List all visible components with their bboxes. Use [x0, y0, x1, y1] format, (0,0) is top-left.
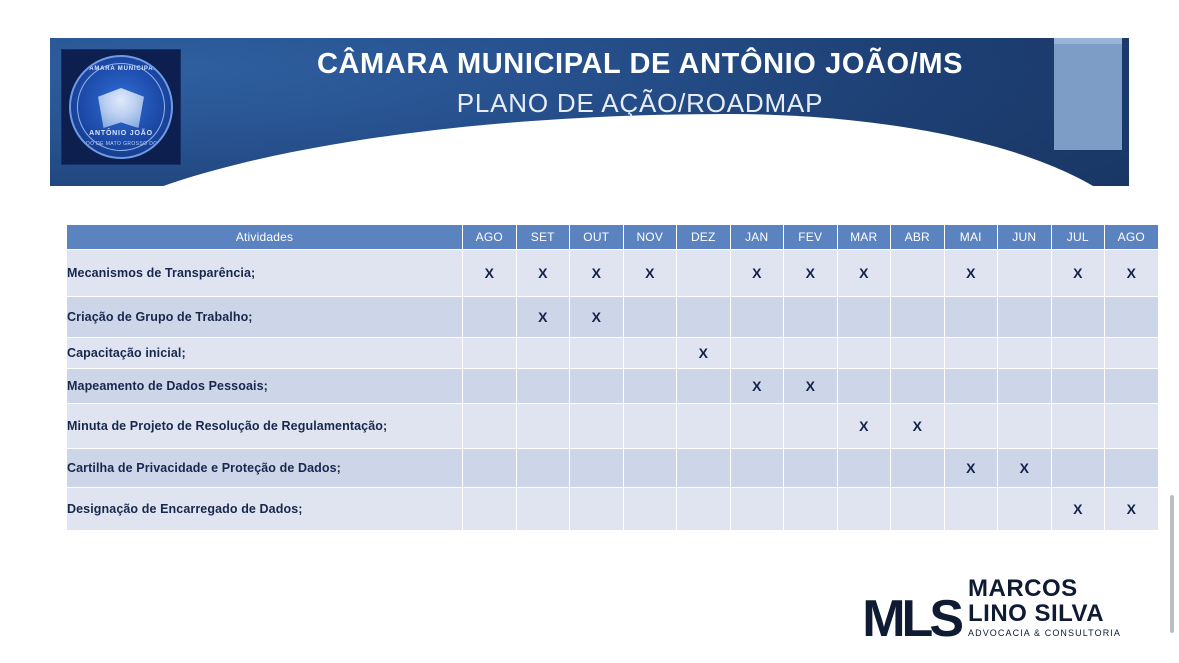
cell-mark — [784, 488, 838, 531]
table-row — [67, 449, 1159, 488]
activity-label: Mecanismos de Transparência; — [67, 250, 463, 297]
city-coat-of-arms-logo — [62, 50, 180, 164]
cell-mark: X — [1105, 250, 1159, 297]
cell-mark — [837, 488, 891, 531]
cell-mark — [463, 404, 517, 449]
table-row — [67, 488, 1159, 531]
law-firm-logo — [862, 575, 1121, 649]
shield-icon — [98, 88, 144, 128]
cell-mark — [1051, 369, 1105, 404]
cell-mark — [516, 449, 570, 488]
cell-mark — [463, 297, 517, 338]
cell-mark — [1105, 338, 1159, 369]
roadmap-table — [66, 224, 1159, 531]
cell-mark: X — [1051, 250, 1105, 297]
cell-mark — [891, 488, 945, 531]
header-accent-block-highlight — [1054, 38, 1122, 44]
column-header-month-1: AGO — [463, 225, 517, 250]
logo-state-text: ESTADO DE MATO GROSSO DO SUL — [71, 141, 171, 147]
cell-mark — [1105, 449, 1159, 488]
header-titles — [200, 48, 1080, 119]
activity-label: Criação de Grupo de Trabalho; — [67, 297, 463, 338]
cell-mark: X — [784, 250, 838, 297]
scrollbar-thumb[interactable] — [1170, 495, 1174, 633]
column-header-activities: Atividades — [67, 225, 463, 250]
cell-mark — [998, 404, 1052, 449]
cell-mark — [944, 488, 998, 531]
cell-mark — [730, 488, 784, 531]
activity-label: Designação de Encarregado de Dados; — [67, 488, 463, 531]
cell-mark — [516, 369, 570, 404]
cell-mark — [677, 449, 731, 488]
cell-mark — [891, 338, 945, 369]
table-row — [67, 250, 1159, 297]
cell-mark — [944, 369, 998, 404]
cell-mark: X — [730, 369, 784, 404]
cell-mark — [1105, 297, 1159, 338]
cell-mark: X — [570, 297, 624, 338]
cell-mark — [570, 369, 624, 404]
mls-monogram-icon: MLS — [862, 590, 960, 649]
table-header-row — [67, 225, 1159, 250]
column-header-month-7: FEV — [784, 225, 838, 250]
activity-label: Minuta de Projeto de Resolução de Regulamentação; — [67, 404, 463, 449]
cell-mark — [463, 369, 517, 404]
cell-mark — [784, 449, 838, 488]
cell-mark — [1105, 369, 1159, 404]
activity-label: Mapeamento de Dados Pessoais; — [67, 369, 463, 404]
cell-mark — [998, 369, 1052, 404]
cell-mark — [463, 488, 517, 531]
cell-mark — [677, 369, 731, 404]
cell-mark — [623, 338, 677, 369]
table-row — [67, 369, 1159, 404]
cell-mark: X — [516, 250, 570, 297]
page-subtitle: PLANO DE AÇÃO/ROADMAP — [456, 88, 824, 119]
cell-mark — [677, 250, 731, 297]
cell-mark: X — [944, 449, 998, 488]
cell-mark — [784, 404, 838, 449]
cell-mark — [730, 297, 784, 338]
column-header-month-2: SET — [516, 225, 570, 250]
cell-mark — [463, 338, 517, 369]
column-header-month-10: MAI — [944, 225, 998, 250]
activity-label: Cartilha de Privacidade e Proteção de Dados; — [67, 449, 463, 488]
cell-mark: X — [1105, 488, 1159, 531]
law-firm-tagline: ADVOCACIA & CONSULTORIA — [968, 628, 1121, 638]
cell-mark — [998, 338, 1052, 369]
scrollbar-track[interactable] — [1171, 0, 1177, 663]
cell-mark — [516, 338, 570, 369]
cell-mark — [1051, 297, 1105, 338]
table-row — [67, 338, 1159, 369]
cell-mark — [891, 297, 945, 338]
cell-mark — [1051, 404, 1105, 449]
cell-mark — [1051, 449, 1105, 488]
cell-mark — [784, 338, 838, 369]
column-header-month-9: ABR — [891, 225, 945, 250]
header-curve-white — [50, 114, 1129, 186]
cell-mark: X — [570, 250, 624, 297]
cell-mark — [998, 488, 1052, 531]
cell-mark — [837, 449, 891, 488]
cell-mark — [1051, 338, 1105, 369]
cell-mark — [623, 369, 677, 404]
cell-mark — [730, 449, 784, 488]
cell-mark: X — [730, 250, 784, 297]
cell-mark: X — [677, 338, 731, 369]
column-header-month-13: AGO — [1105, 225, 1159, 250]
column-header-month-11: JUN — [998, 225, 1052, 250]
cell-mark: X — [891, 404, 945, 449]
table-body — [67, 250, 1159, 531]
law-firm-name-line1: MARCOS — [968, 575, 1078, 602]
cell-mark — [730, 404, 784, 449]
cell-mark — [677, 488, 731, 531]
cell-mark — [784, 297, 838, 338]
coat-of-arms-icon — [69, 55, 173, 159]
page-title: CÂMARA MUNICIPAL DE ANTÔNIO JOÃO/MS — [316, 48, 964, 80]
column-header-month-8: MAR — [837, 225, 891, 250]
cell-mark — [998, 297, 1052, 338]
column-header-month-5: DEZ — [677, 225, 731, 250]
cell-mark — [570, 338, 624, 369]
cell-mark — [837, 369, 891, 404]
table-row — [67, 404, 1159, 449]
table-row — [67, 297, 1159, 338]
cell-mark — [463, 449, 517, 488]
cell-mark — [623, 404, 677, 449]
cell-mark: X — [1051, 488, 1105, 531]
cell-mark — [570, 449, 624, 488]
cell-mark — [944, 338, 998, 369]
cell-mark — [570, 404, 624, 449]
cell-mark — [730, 338, 784, 369]
cell-mark — [837, 297, 891, 338]
cell-mark — [623, 297, 677, 338]
logo-top-text: CÂMARA MUNICIPAL — [84, 66, 158, 72]
cell-mark: X — [784, 369, 838, 404]
cell-mark — [570, 488, 624, 531]
cell-mark — [1105, 404, 1159, 449]
cell-mark — [623, 488, 677, 531]
cell-mark — [677, 297, 731, 338]
cell-mark: X — [623, 250, 677, 297]
cell-mark — [837, 338, 891, 369]
cell-mark — [944, 297, 998, 338]
cell-mark — [891, 250, 945, 297]
cell-mark: X — [463, 250, 517, 297]
law-firm-name-line2: LINO SILVA — [968, 600, 1105, 627]
column-header-month-4: NOV — [623, 225, 677, 250]
logo-bottom-text: ANTÔNIO JOÃO — [89, 130, 153, 137]
cell-mark — [516, 488, 570, 531]
column-header-month-12: JUL — [1051, 225, 1105, 250]
cell-mark — [891, 369, 945, 404]
activity-label: Capacitação inicial; — [67, 338, 463, 369]
cell-mark — [516, 404, 570, 449]
cell-mark: X — [998, 449, 1052, 488]
table-header — [67, 225, 1159, 250]
cell-mark: X — [944, 250, 998, 297]
cell-mark: X — [837, 250, 891, 297]
cell-mark — [623, 449, 677, 488]
cell-mark — [891, 449, 945, 488]
cell-mark — [944, 404, 998, 449]
column-header-month-3: OUT — [570, 225, 624, 250]
cell-mark: X — [837, 404, 891, 449]
cell-mark: X — [516, 297, 570, 338]
law-firm-logo-text — [968, 577, 1121, 641]
column-header-month-6: JAN — [730, 225, 784, 250]
cell-mark — [998, 250, 1052, 297]
cell-mark — [677, 404, 731, 449]
